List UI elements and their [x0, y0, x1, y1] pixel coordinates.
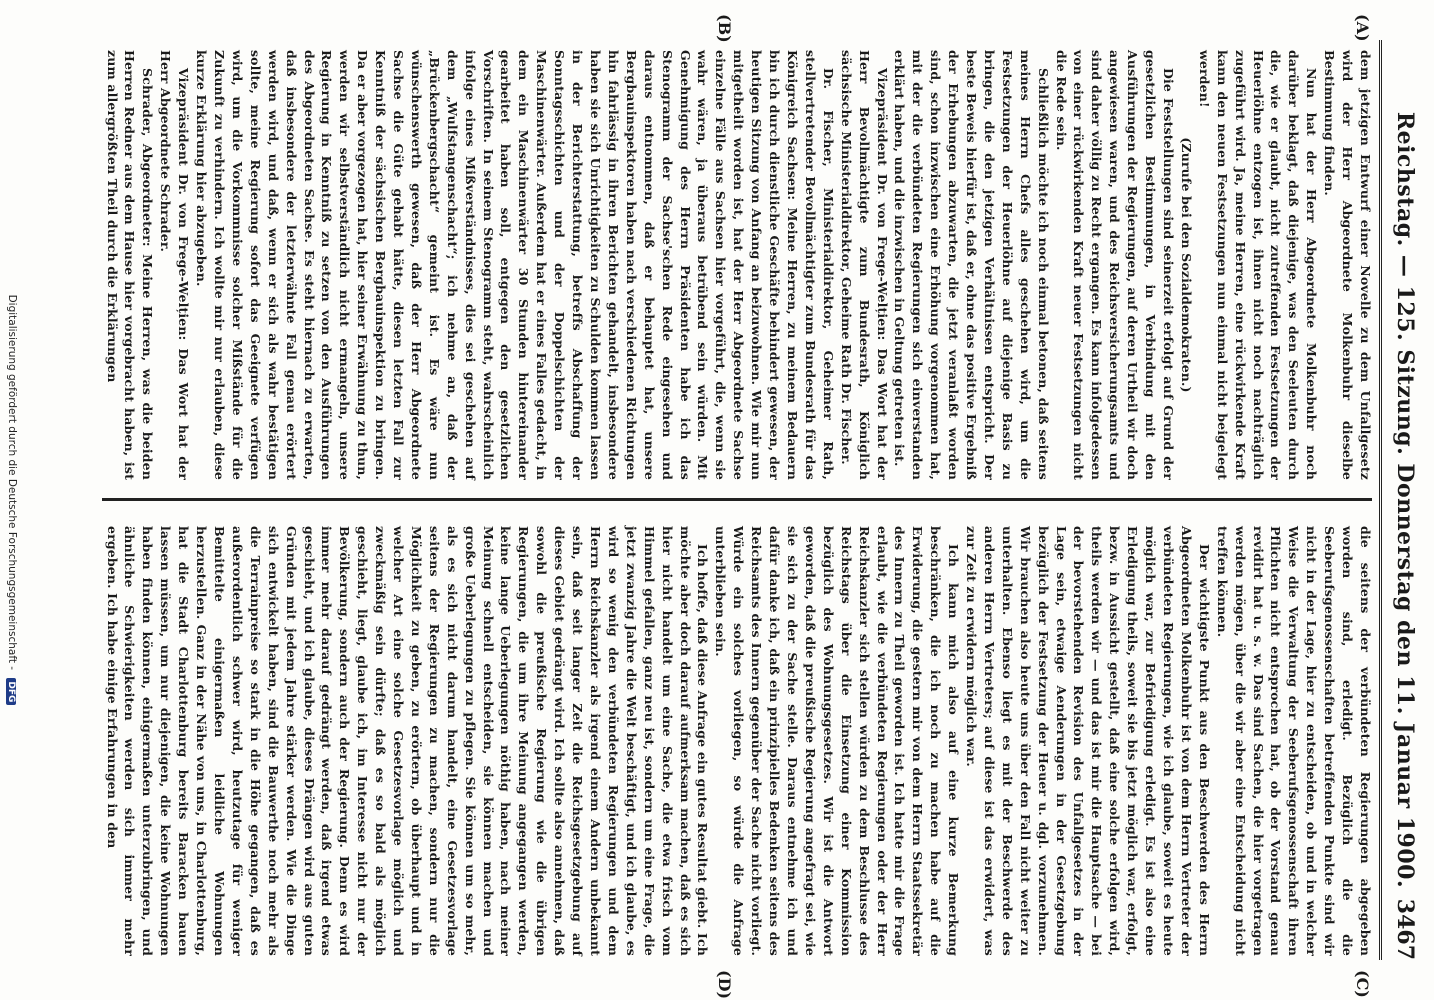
speaker-paragraph: Vizepräsident Dr. von Frege-Welțien: Das Wort hat der Herr Bevollmächtigte zum Bundesrath, Königlich sächsische Ministerialdirektor, Geheime Rath Dr. Fischer. [838, 50, 890, 480]
paragraph: dem jetzigen Entwurf einer Novelle zu dem Unfallgesetz wird der Herr Abgeordnete Molkenbuhr dieselbe Bestimmung finden. [1322, 50, 1373, 480]
paragraph: Schließlich möchte ich noch einmal betonen, daß seitens meines Herrn Chefs alles geschehen wird, um die Festsetzungen der Heuerlöhne auf diejenige Basis zu bringen, die den jetzigen Verhältnissen entspricht. Der beste Beweis hierfür ist, daß er, ohne das positive Ergebniß der Erhebungen abzuwarten, die jetzt veranlaßt worden sind, schon inzwischen eine Erhöhung vorgenommen hat, mit der die verbündeten Regierungen sich einverstanden erklärt haben, und die inzwischen in Geltung getreten ist. [892, 50, 1051, 480]
interjection: (Zurufe bei den Sozialdemokraten.) [1178, 137, 1194, 393]
margin-marker-c: (C) [1353, 970, 1372, 998]
right-column [103, 526, 1374, 956]
page-number: 3467 [1392, 898, 1418, 960]
speaker-paragraph: Schrader, Abgeordneter: Meine Herren, was die beiden Herren Redner aus dem Hause hier vorgebracht haben, ist zum allergrößten Theil durch die Erklärungen [104, 50, 156, 480]
digitization-credit [6, 0, 18, 1000]
paragraph: Ich kann mich also auf eine kurze Bemerkung beschränken, die ich noch zu machen habe auf die Erwiderung, die gestern mir von dem Herrn Staatssekretär des Innern zu Theil geworden ist. Ich hatte mir die Frage erlaubt, wie die verbündeten Regierungen oder der Herr Reichskanzler sich stellen würden zu dem Beschlusse des Reichstags über die Einsetzung einer Kommission bezüglich des Wohnungsgesetzes. Wir ist die Antwort geworden, daß die preußische Regierung angefragt sei, wie sie sich zu der Sache stelle. Daraus entnehme ich und dafür danke ich, daß ein prinzipielles Bedenken seitens des Reichsamts des Innern gegenüber der Sache nicht vorliegt. Würde ein solches vorliegen, so würde die Anfrage unterblieben sein. [713, 526, 962, 956]
paragraph: Ich hoffe, daß diese Anfrage ein gutes Resultat giebt. Ich möchte aber doch darauf aufmerksam machen, daß es sich hier nicht handelt um eine Sache, die etwa frisch vom Himmel gefallen, ganz neu ist, sondern um eine Frage, die jetzt zwanzig Jahre die Welt beschäftigt, und ich glaube, es wird so wenig den verbündeten Regierungen und dem Herrn Reichskanzler als irgend einem Andern unbekannt sein, daß seit langer Zeit die Reichsgesetzgebung auf dieses Gebiet gedrängt wird. Ich sollte also annehmen, daß sowohl die preußische Regierung wie die übrigen Regierungen, die um ihre Meinung angegangen werden, keine lange Ueberlegungen nöthig haben, nach meiner Meinung schnell entscheiden, sie können machen und große Ueberlegungen zu pflegen. Sie können um so mehr, als es sich nicht darum handelt, eine Gesetzesvorlage seitens der Regierungen zu machen, sondern nur die Möglichkeit zu geben, zu erörtern, ob überhaupt und in welcher Art eine solche Gesetzesvorlage möglich und zweckmäßig sein dürfte; daß es so bald als möglich geschieht, liegt, glaube ich, im Interesse nicht nur der Bevölkerung, sondern auch der Regierung. Denn es wird immer mehr darauf gedrängt werden, daß irgend etwas geschieht, und ich glaube, dieses Drängen wird aus guten Gründen mit jedem Jahre stärker werden. Wie die Dinge sich entwickelt haben, sind die Bauwerthe noch mehr als die Terrainpreise so stark in die Höhe gegangen, daß es außerordentlich schwer wird, heutzutage für weniger Bemittelte einigermaßen leidliche Wohnungen herzustellen. Ganz in der Nähe von uns, in Charlottenburg, hat die Stadt Charlottenburg bereits Baracken bauen lassen müssen, um nur diejenigen, die keine Wohnungen haben finden können, einigermaßen unterzubringen, und ähnliche Schwierigkeiten werden sich immer mehr ergeben. Ich habe einige Erfahrungen in den [104, 526, 711, 956]
credit-text: Digitalisierung gefördert durch die Deutsche Forschungsgemeinschaft - [6, 294, 18, 671]
dfg-logo: DFG [6, 678, 16, 705]
paragraph: die seitens der verbündeten Regierungen abgegeben worden sind, erledigt. Bezüglich die die Seeberufsgenossenschaften betreffenden Punkte sind wir nicht in der Lage, hier zu entscheiden, ob und in welcher Weise die Verwaltung der Seeberufsgenossenschaft ihren Pflichten nicht entsprochen hat, ob der Vorstand genau revidirt hat u. s. w. Das sind Sachen, die hier vorgetragen werden mögen, über die wir aber eine Entscheidung nicht treffen können. [1214, 526, 1373, 956]
running-title: Reichstag. — 125. Sitzung. Donnerstag den 11. Januar 1900. [1392, 111, 1418, 889]
paragraph: Die Feststellungen sind seinerzeit erfolgt auf Grund der gesetzlichen Bestimmungen, in Verbindung mit den Ausführungen der Regierungen, auf deren Urtheil wir doch angewiesen waren, und des Reichsversicherungsamts und sind daher völlig zu Recht ergangen. Es kann infolgedessen von einer rückwirkenden Kraft neuer Festsetzungen nicht die Rede sein. [1053, 50, 1177, 480]
column-divider [102, 498, 1372, 501]
left-column [103, 50, 1374, 480]
margin-marker-b: (B) [715, 14, 734, 43]
margin-marker-d: (D) [715, 970, 734, 1000]
page-header [1379, 40, 1422, 960]
paragraph: Nun hat der Herr Abgeordnete Molkenbuhr noch darüber beklagt, daß diejenige, was den Seeleuten durch die, wie er glaubt, nicht zutreffenden Festsetzungen der Heuerlöhne entzogen ist, ihnen nicht noch nachträglich zugeführt wird. Ja, meine Herren, eine rückwirkende Kraft kann den neuen Festsetzungen nun einmal nicht beigelegt werden! [1196, 50, 1320, 480]
margin-marker-a: (A) [1353, 14, 1372, 42]
speaker-paragraph: Dr. Fischer, Ministerialdirektor, Geheimer Rath, stellvertretender Bevollmächtigter zum Bundesrath für das Königreich Sachsen: Meine Herren, zu meinem Bedauern bin ich durch dienstliche Geschäfte behindert gewesen, der heutigen Sitzung von Anfang an beizuwohnen. Wie mir nun mitgetheilt worden ist, hat der Herr Abgeordnete Sachse einzelne Fälle aus Sachsen hier vorgeführt, die, wenn sie wahr wären, ja überaus betrübend sein würden. Mit Genehmigung des Herrn Präsidenten habe ich das Stenogramm der Sachse'schen Rede eingesehen und daraus entnommen, daß er behauptet hat, unsere Bergbauinspektoren haben nach verschiedenen Richtungen hin fahrlässig in ihren Berichten gehandelt, insbesondere haben sie sich Unrichtigkeiten zu Schulden kommen lassen in der Berichterstattung, betreffs Abschaffung der Sonntagsschichten und der Doppelschichten der Maschinenwärter. Außerdem hat er eines Falles gedacht, in dem ein Maschinenwärter 30 Stunden hintereinander gearbeitet haben soll, entgegen den gesetzlichen Vorschriften. In seinem Stenogramm steht, wahrscheinlich infolge eines Mißverständnisses, dies sei geschehen auf dem „Wulfstangenschacht“; ich nehme an, daß der „Brückenbergschacht“ gemeint ist. Es wäre nun wünschenswerth gewesen, daß der Herr Abgeordnete Sachse die Güte gehabt hätte, diesen letzten Fall zur Kenntniß der sächsischen Bergbauinspektion zu bringen. Da er aber vorgezogen hat, hier seiner Erwähnung zu thun, werden wir selbstverständlich nicht ermangeln, unsere Regierung in Kenntniß zu setzen von den Ausführungen des Abgeordneten Sachse. Es steht hiernach zu erwarten, daß insbesondere der letzterwähnte Fall genau erörtert werden wird, und daß, wenn er sich als wahr bestätigen sollte, meine Regierung sofort das Geeignete verfügen wird, um die Vorkommnisse solcher Mißstände für die Zukunft zu verhindern. Ich wollte mir nur erlauben, diese kurze Erklärung hier abzugeben. [194, 50, 836, 480]
paragraph: Der wichtigste Punkt aus den Beschwerden des Herrn Abgeordneten Molkenbuhr ist von dem Herrn Vertreter der verbündeten Regierungen, wie ich glaube, soweit es heute möglich war, zur Befriedigung erledigt. Es ist also eine Erledigung theils, soweit sie bis jetzt möglich war, erfolgt, bezw. in Aussicht gestellt, daß eine solche erfolgen wird, theils werden wir — und das ist mir die Hauptsache — bei der bevorstehenden Revision des Unfallgesetzes in der Lage sein, etwaige Aenderungen in der Gesetzgebung bezüglich der Festsetzung der Heuer u. dgl. vorzunehmen. Wir brauchen also heute uns über den Fall nicht weiter zu unterhalten. Ebenso liegt es mit der Beschwerde des anderen Herrn Vertreters; auf diese ist das erwidert, was zur Zeit zu erwidern möglich war. [964, 526, 1212, 956]
speaker-paragraph: Vizepräsident Dr. von Frege-Welțien: Das Wort hat der Herr Abgeordnete Schrader. [158, 50, 192, 480]
